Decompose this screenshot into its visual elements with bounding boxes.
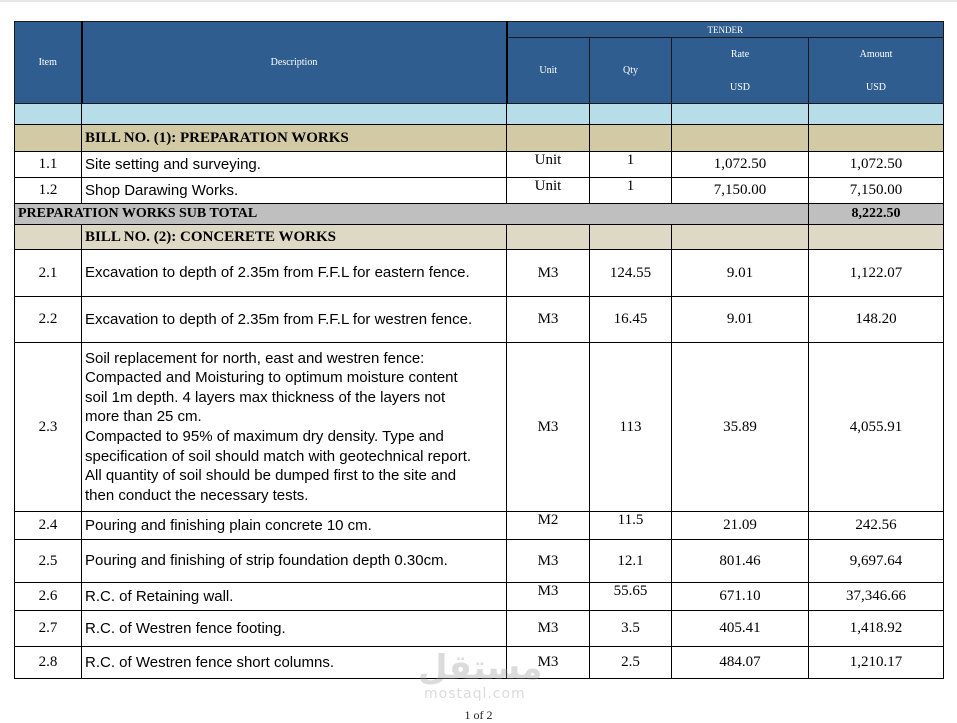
row-rate: 801.46 xyxy=(672,540,809,583)
header-amount-label: Amount xyxy=(859,48,893,60)
page-number: 1 of 2 xyxy=(464,708,493,722)
description-line: Compacted to 95% of maximum dry density. Type and xyxy=(85,428,444,445)
row-qty: 1 xyxy=(590,178,672,204)
row-amount: 9,697.64 xyxy=(809,540,944,583)
watermark-latin: mostaql.com xyxy=(424,686,526,702)
row-item: 2.5 xyxy=(15,540,82,583)
row-unit: M3 xyxy=(507,611,590,647)
top-rule xyxy=(0,0,957,2)
description-line: soil 1m depth. 4 layers max thickness of the layers not xyxy=(85,388,446,406)
table-row xyxy=(15,583,944,611)
row-qty: 1 xyxy=(590,152,672,178)
header-rate-label: Rate xyxy=(730,48,750,60)
row-amount: 1,072.50 xyxy=(809,152,944,178)
row-item: 2.1 xyxy=(15,250,82,297)
row-item: 1.2 xyxy=(15,178,82,204)
row-amount: 1,122.07 xyxy=(809,250,944,297)
row-amount: 148.20 xyxy=(809,297,944,343)
header-item: Item xyxy=(15,22,82,104)
row-unit: M3 xyxy=(507,647,590,679)
bill1-title: BILL NO. (1): PREPARATION WORKS xyxy=(82,125,507,152)
row-item: 2.4 xyxy=(15,512,82,540)
header-amount xyxy=(809,38,944,104)
header-rate xyxy=(672,38,809,104)
subtotal-value: 8,222.50 xyxy=(809,204,944,225)
row-item: 2.3 xyxy=(15,343,82,512)
row-item: 2.7 xyxy=(15,611,82,647)
table-row xyxy=(15,178,944,204)
row-qty: 124.55 xyxy=(590,250,672,297)
row-description: R.C. of Retaining wall. xyxy=(82,583,507,611)
row-qty: 12.1 xyxy=(590,540,672,583)
row-amount: 242.56 xyxy=(809,512,944,540)
header-unit: Unit xyxy=(507,38,590,104)
row-rate: 9.01 xyxy=(672,250,809,297)
row-unit: M3 xyxy=(507,297,590,343)
subtotal-label: PREPARATION WORKS SUB TOTAL xyxy=(15,204,809,225)
bill2-title-row xyxy=(15,225,944,250)
row-description: Shop Darawing Works. xyxy=(82,178,507,204)
row-rate: 1,072.50 xyxy=(672,152,809,178)
row-rate: 21.09 xyxy=(672,512,809,540)
row-amount: 1,418.92 xyxy=(809,611,944,647)
mostaql-watermark xyxy=(418,648,543,704)
boq-table xyxy=(14,21,944,679)
row-unit: Unit xyxy=(507,178,590,204)
description-line: specification of soil should match with geotechnical report. xyxy=(85,447,472,465)
row-rate: 484.07 xyxy=(672,647,809,679)
row-unit: M3 xyxy=(507,343,590,512)
row-description xyxy=(82,343,507,512)
row-description: Excavation to depth of 2.35m from F.F.L for eastern fence. xyxy=(82,250,507,297)
description-line: Soil replacement for north, east and westren fence: xyxy=(85,349,425,367)
row-unit: M3 xyxy=(507,250,590,297)
row-item: 2.8 xyxy=(15,647,82,679)
row-qty: 55.65 xyxy=(590,583,672,611)
row-description: R.C. of Westren fence footing. xyxy=(82,611,507,647)
table-row xyxy=(15,152,944,178)
row-qty: 113 xyxy=(590,343,672,512)
header-amount-currency: USD xyxy=(865,81,886,93)
table-row xyxy=(15,343,944,512)
row-rate: 405.41 xyxy=(672,611,809,647)
watermark-arabic: مستقل xyxy=(418,648,543,688)
header-rate-currency: USD xyxy=(729,81,750,93)
description-line: more than 25 cm. xyxy=(85,408,202,426)
row-amount: 1,210.17 xyxy=(809,647,944,679)
row-item: 2.6 xyxy=(15,583,82,611)
row-description: Site setting and surveying. xyxy=(82,152,507,178)
table-row xyxy=(15,540,944,583)
row-amount: 37,346.66 xyxy=(809,583,944,611)
description-line: then conduct the necessary tests. xyxy=(85,486,309,504)
description-line: All quantity of soil should be dumped first to the site and xyxy=(85,467,457,485)
row-description: Pouring and finishing of strip foundation depth 0.30cm. xyxy=(82,540,507,583)
row-qty: 16.45 xyxy=(590,297,672,343)
row-unit: M3 xyxy=(507,583,590,611)
header-description: Description xyxy=(82,22,507,104)
row-item: 2.2 xyxy=(15,297,82,343)
row-rate: 9.01 xyxy=(672,297,809,343)
row-description: Excavation to depth of 2.35m from F.F.L for westren fence. xyxy=(82,297,507,343)
table-row xyxy=(15,250,944,297)
row-amount: 7,150.00 xyxy=(809,178,944,204)
row-item: 1.1 xyxy=(15,152,82,178)
row-rate: 671.10 xyxy=(672,583,809,611)
row-rate: 35.89 xyxy=(672,343,809,512)
row-qty: 2.5 xyxy=(590,647,672,679)
row-unit: M3 xyxy=(507,540,590,583)
row-qty: 11.5 xyxy=(590,512,672,540)
bill2-title: BILL NO. (2): CONCERETE WORKS xyxy=(82,225,507,250)
row-qty: 3.5 xyxy=(590,611,672,647)
row-unit: Unit xyxy=(507,152,590,178)
spacer-row xyxy=(15,104,944,125)
row-description: R.C. of Westren fence short columns. xyxy=(82,647,507,679)
row-amount: 4,055.91 xyxy=(809,343,944,512)
table-row xyxy=(15,611,944,647)
table-row xyxy=(15,297,944,343)
header-tender: TENDER xyxy=(507,22,944,38)
row-rate: 7,150.00 xyxy=(672,178,809,204)
row-unit: M2 xyxy=(507,512,590,540)
row-description: Pouring and finishing plain concrete 10 cm. xyxy=(82,512,507,540)
bill1-title-row xyxy=(15,125,944,152)
header-qty: Qty xyxy=(590,38,672,104)
table-row xyxy=(15,512,944,540)
description-line: Compacted and Moisturing to optimum moisture content xyxy=(85,369,458,387)
subtotal-row xyxy=(15,204,944,225)
